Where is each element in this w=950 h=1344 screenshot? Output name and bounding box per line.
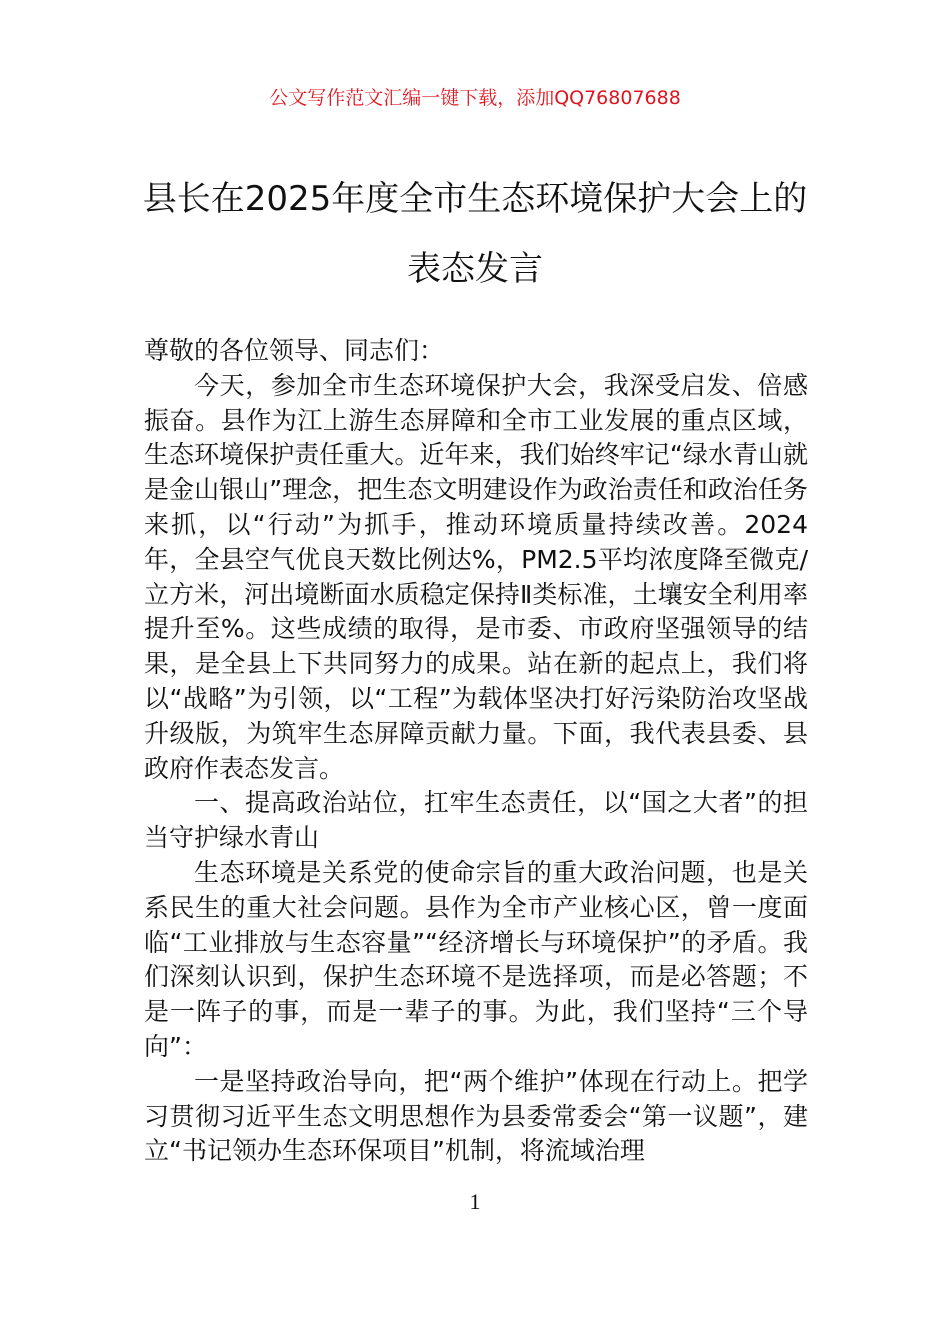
salutation: 尊敬的各位领导、同志们： [144,336,445,365]
section-heading-1: 一、提高政治站位，扛牢生态责任，以“国之大者”的担当守护绿水青山 [144,788,808,853]
document-title [130,164,820,304]
document-body [144,334,808,1169]
paragraph-intro: 今天，参加全市生态环境保护大会，我深受启发、倍感振奋。县作为江上游生态屏障和全市工业发展的重点区域，生态环境保护责任重大。近年来，我们始终牢记“绿水青山就是金山银山”理念，把生态文明建设作为政治责任和政治任务来抓，以“行动”为抓手，推动环境质量持续改善。2024年，全县空气优良天数比例达%，PM2.5平均浓度降至微克/立方米，河出境断面水质稳定保持Ⅱ类标准，土壤安全利用率提升至%。这些成绩的取得，是市委、市政府坚强领导的结果，是全县上下共同努力的成果。站在新的起点上，我们将以“战略”为引领，以“工程”为载体坚决打好污染防治攻坚战升级版，为筑牢生态屏障贡献力量。下面，我代表县委、县政府作表态发言。 [144,370,808,783]
page-number: 1 [469,1189,481,1214]
paragraph-section-1: 生态环境是关系党的使命宗旨的重大政治问题，也是关系民生的重大社会问题。县作为全市产业核心区，曾一度面临“工业排放与生态容量”“经济增长与环境保护”的矛盾。我们深刻认识到，保护生态环境不是选择项，而是必答题；不是一阵子的事，而是一辈子的事。为此，我们坚持“三个导向”： [144,857,808,1061]
promo-banner: 公文写作范文汇编一键下载，添加QQ76807688 [269,87,681,109]
document-title-text: 县长在2025年度全市生态环境保护大会上的表态发言 [142,179,808,289]
paragraph-point-1: 一是坚持政治导向，把“两个维护”体现在行动上。把学习贯彻习近平生态文明思想作为县委常委会“第一议题”，建立“书记领办生态环保项目”机制，将流域治理 [144,1066,808,1166]
